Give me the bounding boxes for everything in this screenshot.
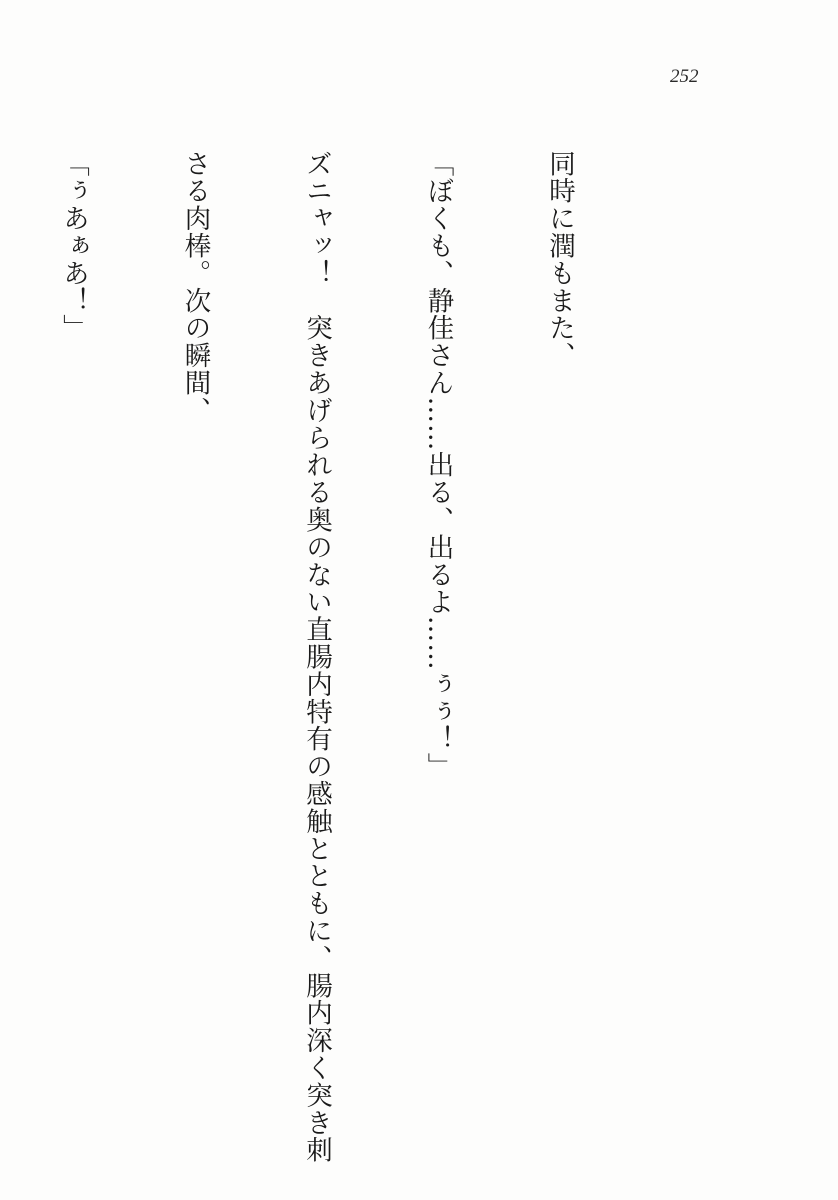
text-line: ズニャッ！ 突きあげられる奥のない直腸内特有の感触とともに、腸内深く突き刺 (301, 150, 332, 1164)
text-line: 「ぼくも、静佳さん……出る、出るよ……ぅぅ！」 (422, 150, 454, 781)
text-line: 同時に潤もまた、 (544, 150, 575, 370)
novel-text-body (0, 150, 660, 1164)
text-line: 「ぅあぁあ！」 (58, 150, 89, 342)
page-number: 252 (670, 66, 699, 87)
text-line: さる肉棒。次の瞬間、 (179, 150, 211, 424)
